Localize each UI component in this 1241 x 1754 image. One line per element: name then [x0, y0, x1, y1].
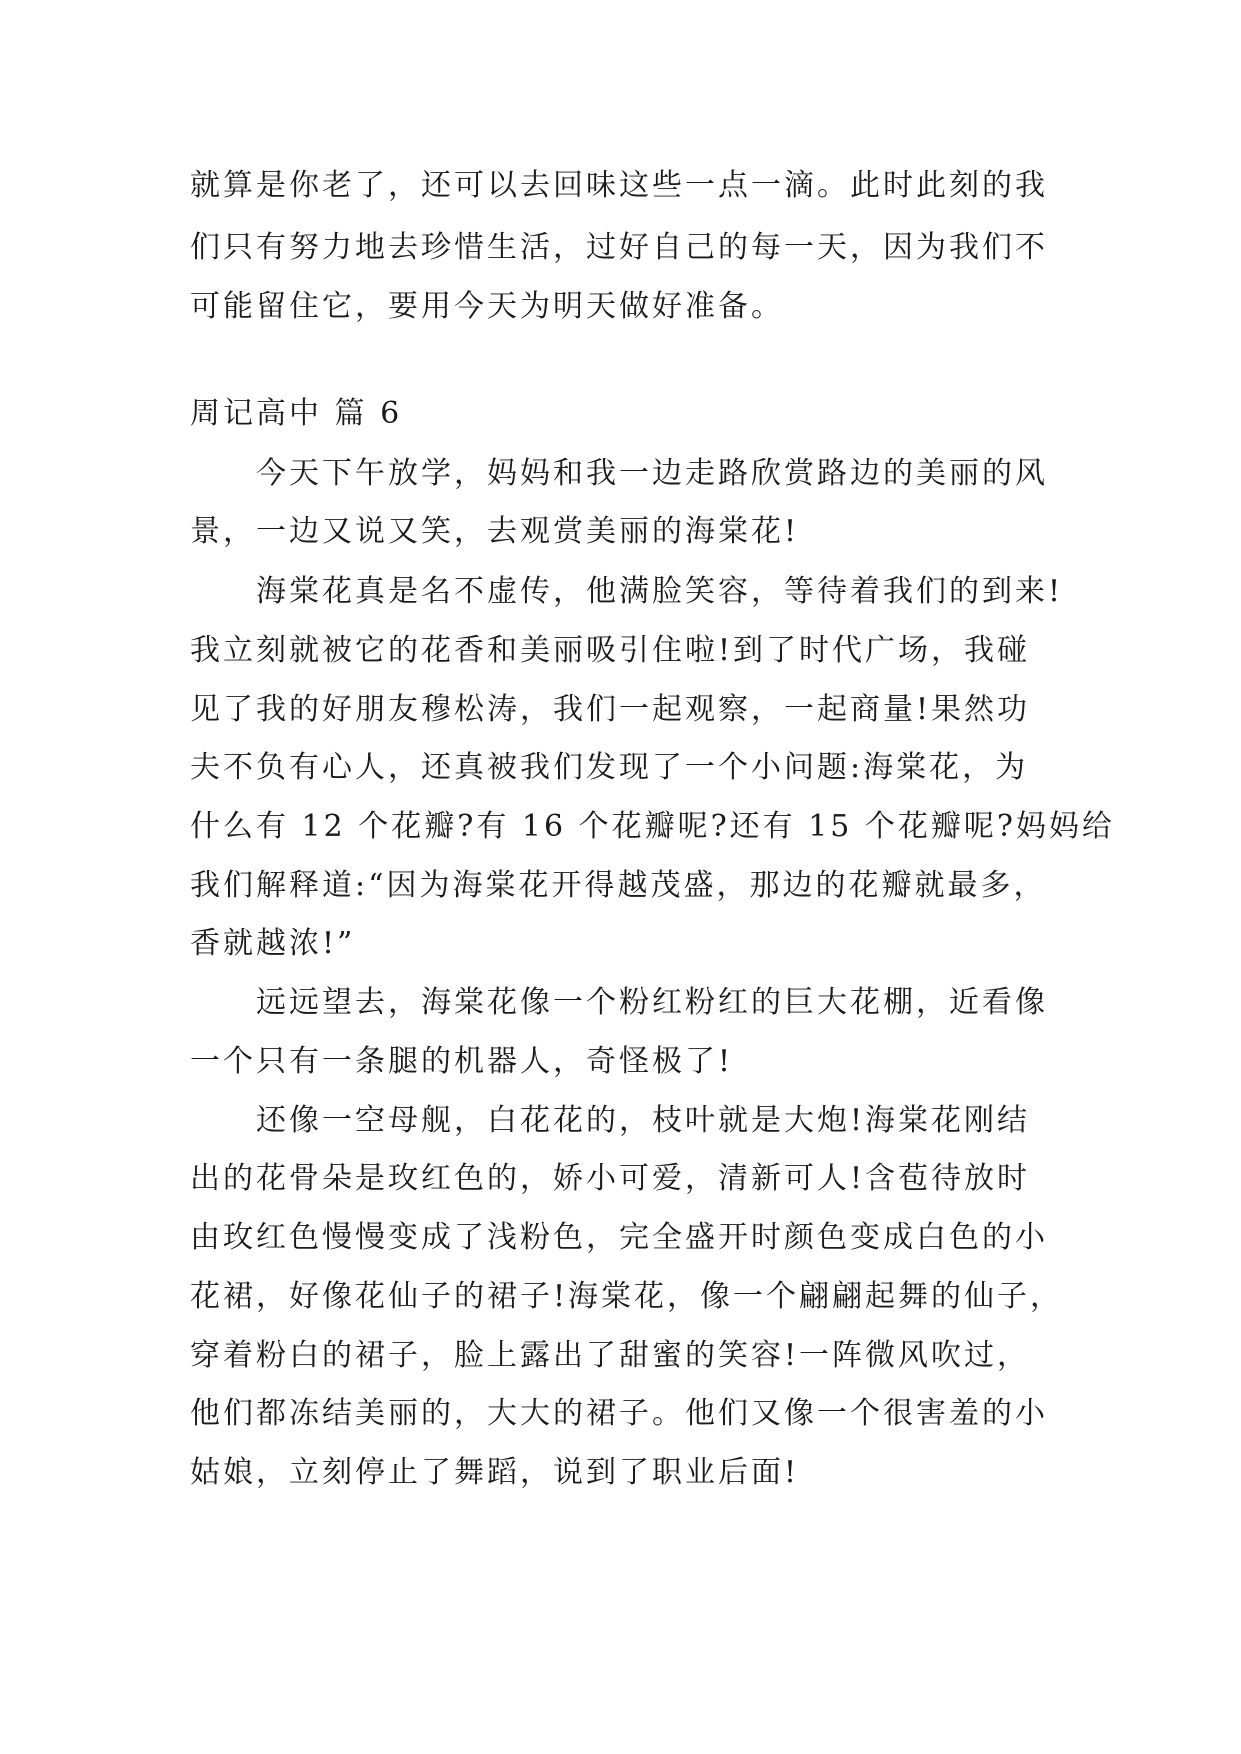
paragraph-line: 他们都冻结美丽的，大大的裙子。他们又像一个很害羞的小: [190, 1396, 1048, 1431]
paragraph-line: 香就越浓!”: [190, 926, 356, 961]
paragraph-line: 穿着粉白的裙子，脸上露出了甜蜜的笑容!一阵微风吹过，: [190, 1338, 1031, 1373]
paragraph-line: 出的花骨朵是玫红色的，娇小可爱，清新可人!含苞待放时: [190, 1161, 1031, 1196]
paragraph-line: 远远望去，海棠花像一个粉红粉红的巨大花棚，近看像: [256, 985, 1048, 1020]
paragraph-line: 什么有 12 个花瓣?有 16 个花瓣呢?还有 15 个花瓣呢?妈妈给: [190, 809, 1115, 844]
paragraph-line: 由玫红色慢慢变成了浅粉色，完全盛开时颜色变成白色的小: [190, 1220, 1048, 1255]
paragraph-line: 见了我的好朋友穆松涛，我们一起观察，一起商量!果然功: [190, 692, 1031, 727]
paragraph-line: 花裙，好像花仙子的裙子!海棠花，像一个翩翩起舞的仙子，: [190, 1279, 1064, 1314]
paragraph-line: 我们解释道:“因为海棠花开得越茂盛，那边的花瓣就最多，: [190, 868, 1047, 903]
paragraph-line: 就算是你老了，还可以去回味这些一点一滴。此时此刻的我: [190, 168, 1048, 203]
paragraph-line: 夫不负有心人，还真被我们发现了一个小问题:海棠花，为: [190, 750, 1029, 785]
paragraph-line: 还像一空母舰，白花花的，枝叶就是大炮!海棠花刚结: [256, 1103, 1031, 1138]
paragraph-line: 姑娘，立刻停止了舞蹈，说到了职业后面!: [190, 1455, 800, 1490]
paragraph-line: 可能留住它，要用今天为明天做好准备。: [190, 289, 784, 324]
paragraph-line: 我立刻就被它的花香和美丽吸引住啦!到了时代广场，我碰: [190, 633, 1031, 668]
paragraph-line: 景，一边又说又笑，去观赏美丽的海棠花!: [190, 514, 800, 549]
paragraph-line: 海棠花真是名不虚传，他满脸笑容，等待着我们的到来!: [256, 574, 1064, 609]
paragraph-line: 们只有努力地去珍惜生活，过好自己的每一天，因为我们不: [190, 230, 1048, 265]
paragraph-line: 今天下午放学，妈妈和我一边走路欣赏路边的美丽的风: [256, 456, 1048, 491]
section-heading: 周记高中 篇 6: [190, 396, 403, 431]
paragraph-line: 一个只有一条腿的机器人，奇怪极了!: [190, 1044, 734, 1079]
